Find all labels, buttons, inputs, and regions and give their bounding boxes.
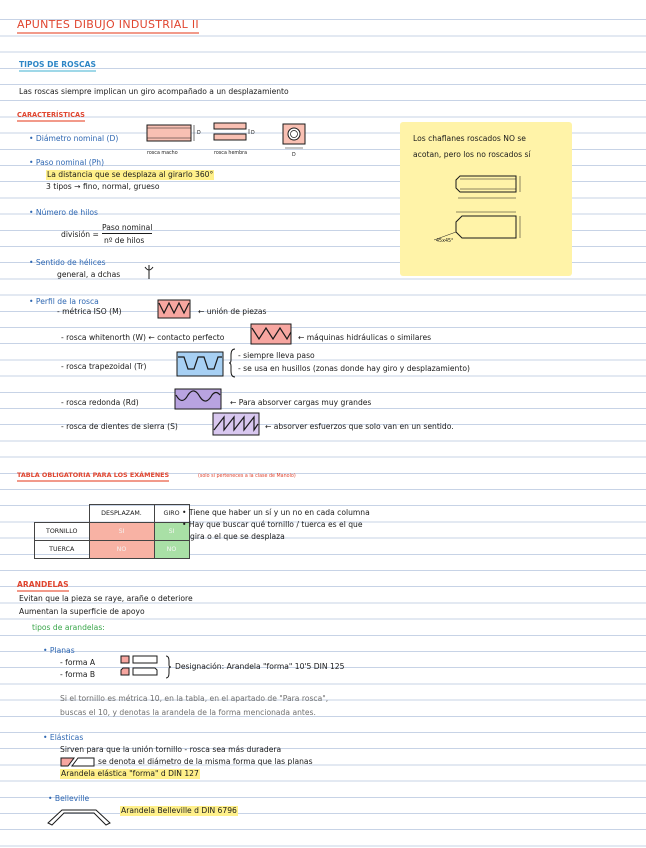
planas-gray-2: buscas el 10, y denotas la arandela de la forma mencionada antes. [60, 708, 316, 717]
perfil-metrica-note: ← unión de piezas [198, 307, 267, 316]
rosca-hembra-figure [213, 122, 263, 152]
perfil-redonda-icon [174, 388, 224, 412]
item-perfil: • Perfil de la rosca [29, 297, 99, 306]
planas-gray-1: Si el tornillo es métrica 10, en la tabla, en el apartado de "Para rosca", [60, 694, 329, 703]
tuerca-figure [281, 122, 311, 152]
label-rosca-macho: rosca macho [147, 151, 178, 156]
label-d-macho: D [197, 131, 201, 136]
elasticas-line-2: se denota el diámetro de la misma forma que las planas [98, 757, 313, 766]
paso-tipos: 3 tipos → fino, normal, grueso [46, 182, 160, 191]
heading-caracteristicas: CARACTERÍSTICAS [17, 110, 85, 122]
fraction-denominator: nº de hilos [104, 236, 145, 245]
heading-tipos-roscas: TIPOS DE ROSCAS [19, 60, 96, 72]
sticky-note [400, 122, 572, 276]
item-planas: • Planas [43, 646, 75, 655]
helix-sketch [143, 264, 155, 280]
elasticas-line-1: Sirven para que la unión tornillo - rosca sea más duradera [60, 745, 282, 754]
sticky-text-2: acotan, pero los no roscados sí [413, 150, 531, 159]
item-hilos: • Número de hilos [29, 208, 99, 217]
brace-trapezoidal [229, 348, 237, 378]
row-label-tuerca: TUERCA [35, 541, 90, 559]
table-corner [35, 505, 90, 523]
brace-planas [165, 655, 172, 679]
table-row [35, 523, 190, 541]
perfil-whitworth-icon [250, 323, 294, 347]
cell-tornillo-giro: SI [154, 523, 189, 541]
perfil-sierra-icon [212, 412, 262, 438]
sticky-dimension: 45x45° [436, 239, 454, 244]
perfil-sierra-note: ← absorver esfuerzos que solo van en un sentido. [265, 422, 454, 431]
tabla-note: (solo si perteneces a la clase de Manolo) [198, 474, 296, 479]
label-d-tuerca: D [292, 153, 296, 158]
perfil-whitworth-label: - rosca whitenorth (W) ← contacto perfecto [61, 333, 225, 342]
item-elasticas: • Elásticas [43, 733, 84, 742]
division-label: división = [61, 230, 99, 239]
forma-b-icon [120, 667, 160, 677]
heading-arandelas: ARANDELAS [17, 580, 69, 592]
item-belleville: • Belleville [48, 794, 90, 803]
sentido-valor: general, a dchas [57, 270, 121, 279]
fraction-numerator: Paso nominal [102, 223, 153, 232]
planas-forma-a: - forma A [60, 658, 96, 667]
planas-designacion: Designación: Arandela "forma" 10'5 DIN 125 [175, 662, 345, 671]
perfil-whitworth-note: ← máquinas hidráulicas o similares [298, 333, 432, 342]
perfil-metrica-icon [157, 299, 193, 321]
cell-tuerca-giro: NO [154, 541, 189, 559]
table-header-row [35, 505, 190, 523]
tabla-bullet-1: • Tiene que haber un sí y un no en cada columna [182, 508, 370, 517]
col-header-desplazamiento: DESPLAZAM. [89, 505, 154, 523]
perfil-trapezoidal-icon [176, 351, 228, 379]
perfil-trapezoidal-note1: - siempre lleva paso [238, 351, 315, 360]
tabla-bullet-2b: gira o el que se desplaza [190, 532, 285, 541]
tabla-bullet-2: • Hay que buscar qué tornillo / tuerca es el que [182, 520, 363, 529]
belleville-text: Arandela Belleville d DIN 6796 [121, 806, 237, 815]
table-row [35, 541, 190, 559]
cell-tuerca-desplazamiento: NO [89, 541, 154, 559]
perfil-sierra-label: - rosca de dientes de sierra (S) [61, 422, 178, 431]
paso-definicion: La distancia que se desplaza al girarlo 360° [47, 170, 214, 179]
arandelas-line-1: Evitan que la pieza se raye, arañe o deteriore [19, 594, 193, 603]
tipos-arandelas: tipos de arandelas: [32, 623, 105, 632]
intro-text: Las roscas siempre implican un giro acompañado a un desplazamiento [19, 87, 289, 96]
si-no-table [34, 504, 190, 559]
perfil-metrica-label: - métrica ISO (M) [57, 307, 122, 316]
item-sentido: • Sentido de hélices [29, 258, 106, 267]
forma-a-icon [120, 655, 160, 665]
row-label-tornillo: TORNILLO [35, 523, 90, 541]
arandela-belleville-icon [46, 807, 114, 827]
page-title: APUNTES DIBUJO INDUSTRIAL II [17, 18, 199, 34]
heading-tabla: TABLA OBLIGATORIA PARA LOS EXÁMENES [17, 470, 169, 482]
cell-tornillo-desplazamiento: SI [89, 523, 154, 541]
perfil-redonda-label: - rosca redonda (Rd) [61, 398, 139, 407]
arandela-elastica-icon [60, 757, 96, 767]
sticky-text-1: Los chaflanes roscados NO se [413, 134, 526, 143]
perfil-redonda-note: ← Para absorver cargas muy grandes [230, 398, 372, 407]
planas-forma-b: - forma B [60, 670, 96, 679]
arandelas-line-2: Aumentan la superficie de apoyo [19, 607, 145, 616]
label-rosca-hembra: rosca hembra [214, 151, 248, 156]
elasticas-line-3: Arandela elástica "forma" d DIN 127 [61, 769, 199, 778]
perfil-trapezoidal-note2: - se usa en husillos (zonas donde hay giro y desplazamiento) [238, 364, 470, 373]
chaflan-roscado-sketch [450, 172, 525, 200]
item-paso: • Paso nominal (Ph) [29, 158, 105, 167]
perfil-trapezoidal-label: - rosca trapezoidal (Tr) [61, 362, 147, 371]
item-diametro: • Diámetro nominal (D) [29, 134, 119, 143]
col-header-giro: GIRO [154, 505, 189, 523]
label-d-hembra: D [251, 131, 255, 136]
